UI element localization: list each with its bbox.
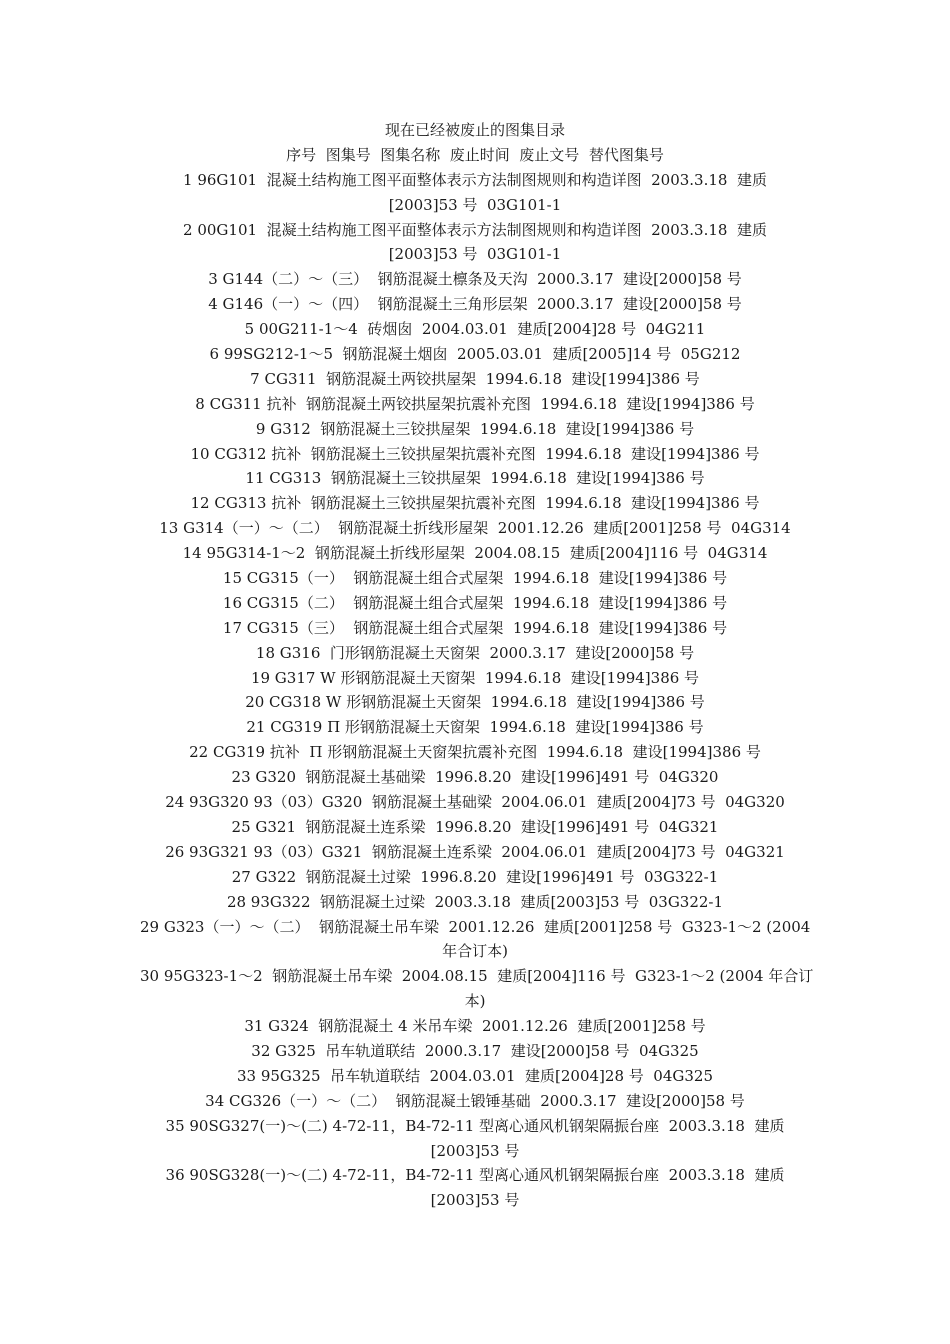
catalog-line: 17 CG315（三） 钢筋混凝土组合式屋架 1994.6.18 建设[1994]386 号 bbox=[222, 618, 728, 637]
catalog-line: 26 93G321 93（03）G321 钢筋混凝土连系梁 2004.06.01 建质[2004]73 号 04G321 bbox=[165, 842, 785, 861]
catalog-line: [2003]53 号 03G101-1 bbox=[388, 245, 562, 264]
catalog-line: 25 G321 钢筋混凝土连系梁 1996.8.20 建设[1996]491 号 04G321 bbox=[231, 817, 719, 836]
catalog-line: 5 00G211-1～4 砖烟囱 2004.03.01 建质[2004]28 号 04G211 bbox=[244, 320, 706, 339]
catalog-line: 8 CG311 抗补 钢筋混凝土两铰拱屋架抗震补充图 1994.6.18 建设[1994]386 号 bbox=[195, 394, 755, 413]
catalog-line: 31 G324 钢筋混凝土 4 米吊车梁 2001.12.26 建质[2001]258 号 bbox=[244, 1017, 706, 1036]
document-body bbox=[140, 118, 814, 1213]
catalog-line: 6 99SG212-1～5 钢筋混凝土烟囱 2005.03.01 建质[2005]14 号 05G212 bbox=[209, 345, 741, 364]
catalog-line: 27 G322 钢筋混凝土过梁 1996.8.20 建设[1996]491 号 03G322-1 bbox=[231, 867, 719, 886]
catalog-line: 24 93G320 93（03）G320 钢筋混凝土基础梁 2004.06.01 建质[2004]73 号 04G320 bbox=[165, 793, 785, 812]
catalog-line: 13 G314（一）～（二） 钢筋混凝土折线形屋架 2001.12.26 建质[2001]258 号 04G314 bbox=[159, 519, 791, 538]
catalog-line: 11 CG313 钢筋混凝土三铰拱屋架 1994.6.18 建设[1994]386 号 bbox=[245, 469, 705, 488]
catalog-line: 9 G312 钢筋混凝土三铰拱屋架 1994.6.18 建设[1994]386 号 bbox=[255, 419, 695, 438]
catalog-line: 3 G144（二）～（三） 钢筋混凝土檩条及天沟 2000.3.17 建设[2000]58 号 bbox=[208, 270, 742, 289]
catalog-line: 14 95G314-1～2 钢筋混凝土折线形屋架 2004.08.15 建质[2004]116 号 04G314 bbox=[182, 544, 768, 563]
catalog-line: 7 CG311 钢筋混凝土两铰拱屋架 1994.6.18 建设[1994]386 号 bbox=[250, 369, 700, 388]
catalog-line: 29 G323（一）～（二） 钢筋混凝土吊车梁 2001.12.26 建质[2001]258 号 G323-1～2 (2004 bbox=[140, 917, 811, 936]
catalog-line: 本) bbox=[464, 992, 486, 1011]
catalog-line: 20 CG318 W 形钢筋混凝土天窗架 1994.6.18 建设[1994]386 号 bbox=[245, 693, 705, 712]
catalog-line: [2003]53 号 bbox=[430, 1141, 520, 1160]
catalog-line: 33 95G325 吊车轨道联结 2004.03.01 建质[2004]28 号 04G325 bbox=[236, 1066, 714, 1085]
catalog-line: 4 G146（一）～（四） 钢筋混凝土三角形层架 2000.3.17 建设[2000]58 号 bbox=[208, 295, 742, 314]
catalog-line: 23 G320 钢筋混凝土基础梁 1996.8.20 建设[1996]491 号 04G320 bbox=[231, 768, 719, 787]
catalog-line: 10 CG312 抗补 钢筋混凝土三铰拱屋架抗震补充图 1994.6.18 建设[1994]386 号 bbox=[190, 444, 760, 463]
catalog-line: 18 G316 门形钢筋混凝土天窗架 2000.3.17 建设[2000]58 号 bbox=[255, 643, 695, 662]
catalog-line: 34 CG326（一）～（二） 钢筋混凝土锻锤基础 2000.3.17 建设[2000]58 号 bbox=[205, 1091, 745, 1110]
catalog-line: 32 G325 吊车轨道联结 2000.3.17 建设[2000]58 号 04G325 bbox=[251, 1041, 699, 1060]
catalog-line: 36 90SG328(一)～(二) 4-72-11，B4-72-11 型离心通风机钢架隔振台座 2003.3.18 建质 bbox=[165, 1166, 785, 1185]
catalog-line: 年合订本) bbox=[442, 942, 508, 961]
catalog-line: 28 93G322 钢筋混凝土过梁 2003.3.18 建质[2003]53 号 03G322-1 bbox=[226, 892, 724, 911]
catalog-line: 30 95G323-1～2 钢筋混凝土吊车梁 2004.08.15 建质[2004]116 号 G323-1～2 (2004 年合订 bbox=[140, 967, 814, 986]
catalog-line: [2003]53 号 03G101-1 bbox=[388, 195, 562, 214]
catalog-line: 19 G317 W 形钢筋混凝土天窗架 1994.6.18 建设[1994]386 号 bbox=[250, 668, 700, 687]
catalog-line: 12 CG313 抗补 钢筋混凝土三铰拱屋架抗震补充图 1994.6.18 建设[1994]386 号 bbox=[190, 494, 760, 513]
catalog-line: [2003]53 号 bbox=[430, 1191, 520, 1210]
catalog-line: 22 CG319 抗补 Π 形钢筋混凝土天窗架抗震补充图 1994.6.18 建设[1994]386 号 bbox=[189, 743, 761, 762]
catalog-line: 21 CG319 Π 形钢筋混凝土天窗架 1994.6.18 建设[1994]386 号 bbox=[246, 718, 704, 737]
catalog-line: 2 00G101 混凝土结构施工图平面整体表示方法制图规则和构造详图 2003.3.18 建质 bbox=[183, 220, 767, 239]
catalog-line: 15 CG315（一） 钢筋混凝土组合式屋架 1994.6.18 建设[1994]386 号 bbox=[222, 569, 728, 588]
catalog-line: 16 CG315（二） 钢筋混凝土组合式屋架 1994.6.18 建设[1994]386 号 bbox=[222, 593, 728, 612]
catalog-line: 1 96G101 混凝土结构施工图平面整体表示方法制图规则和构造详图 2003.3.18 建质 bbox=[183, 170, 767, 189]
document-title: 现在已经被废止的图集目录 bbox=[384, 121, 565, 139]
table-header: 序号 图集号 图集名称 废止时间 废止文号 替代图集号 bbox=[286, 145, 664, 164]
catalog-list bbox=[140, 168, 814, 1213]
catalog-line: 35 90SG327(一)～(二) 4-72-11，B4-72-11 型离心通风机钢架隔振台座 2003.3.18 建质 bbox=[165, 1116, 785, 1135]
